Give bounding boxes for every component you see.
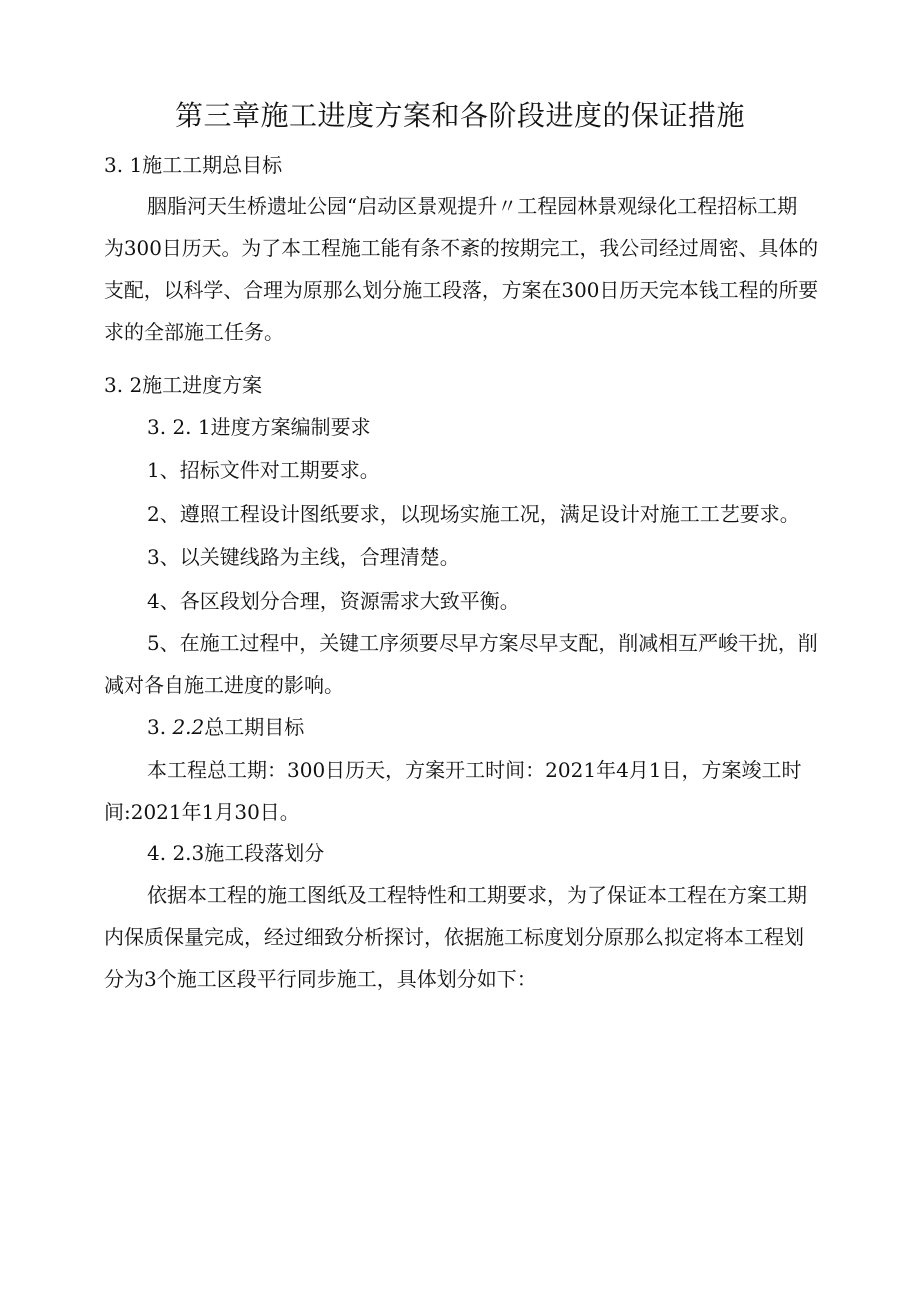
s323-paragraph-line-1: 依据本工程的施工图纸及工程特性和工期要求，为了保证本工程在方案工期 [147, 883, 807, 907]
requirement-item-3: 3、以关键线路为主线，合理清楚。 [147, 545, 460, 569]
section-3-2-heading: 3. 2施工进度方案 [104, 373, 263, 397]
s31-paragraph-line-2: 为300日历天。为了本工程施工能有条不紊的按期完工，我公司经过周密、具体的 [104, 236, 819, 260]
requirement-item-1: 1、招标文件对工期要求。 [147, 458, 380, 482]
s323-paragraph-line-2: 内保质保量完成，经过细致分析探讨，依据施工标度划分原那么拟定将本工程划 [104, 925, 804, 949]
section-3-2-3-heading: 4. 2.3施工段落划分 [147, 841, 325, 865]
s322-heading-prefix: 3. [147, 715, 173, 739]
s31-paragraph-line-4: 求的全部施工任务。 [104, 320, 284, 344]
s31-paragraph-line-1: 胭脂河天生桥遗址公园“启动区景观提升〃工程园林景观绿化工程招标工期 [147, 194, 798, 218]
s323-paragraph-line-3: 分为3个施工区段平行同步施工，具体划分如下： [104, 967, 537, 991]
s322-paragraph-line-1: 本工程总工期：300日历天，方案开工时间：2021年4月1日，方案竣工时 [147, 758, 802, 782]
requirement-item-5-line-1: 5、在施工过程中，关键工序须要尽早方案尽早支配，削减相互严峻干扰，削 [147, 631, 818, 655]
s322-paragraph-line-2: 间:2021年1月30日。 [104, 800, 300, 824]
section-3-2-2-heading [147, 712, 304, 742]
s31-paragraph-line-3: 支配，以科学、合理为原那么划分施工段落，方案在300日历天完本钱工程的所要 [104, 278, 819, 302]
s322-heading-text: 总工期目标 [204, 715, 305, 739]
section-3-2-1-heading: 3. 2. 1进度方案编制要求 [147, 415, 371, 439]
s322-heading-number: 2.2 [172, 715, 205, 739]
requirement-item-4: 4、各区段划分合理，资源需求大致平衡。 [147, 589, 520, 613]
chapter-title: 第三章施工进度方案和各阶段进度的保证措施 [174, 99, 745, 132]
requirement-item-2: 2、遵照工程设计图纸要求，以现场实施工况，满足设计对施工工艺要求。 [147, 502, 800, 526]
requirement-item-5-line-2: 减对各自施工进度的影响。 [104, 673, 344, 697]
section-3-1-heading: 3. 1施工工期总目标 [104, 153, 283, 177]
